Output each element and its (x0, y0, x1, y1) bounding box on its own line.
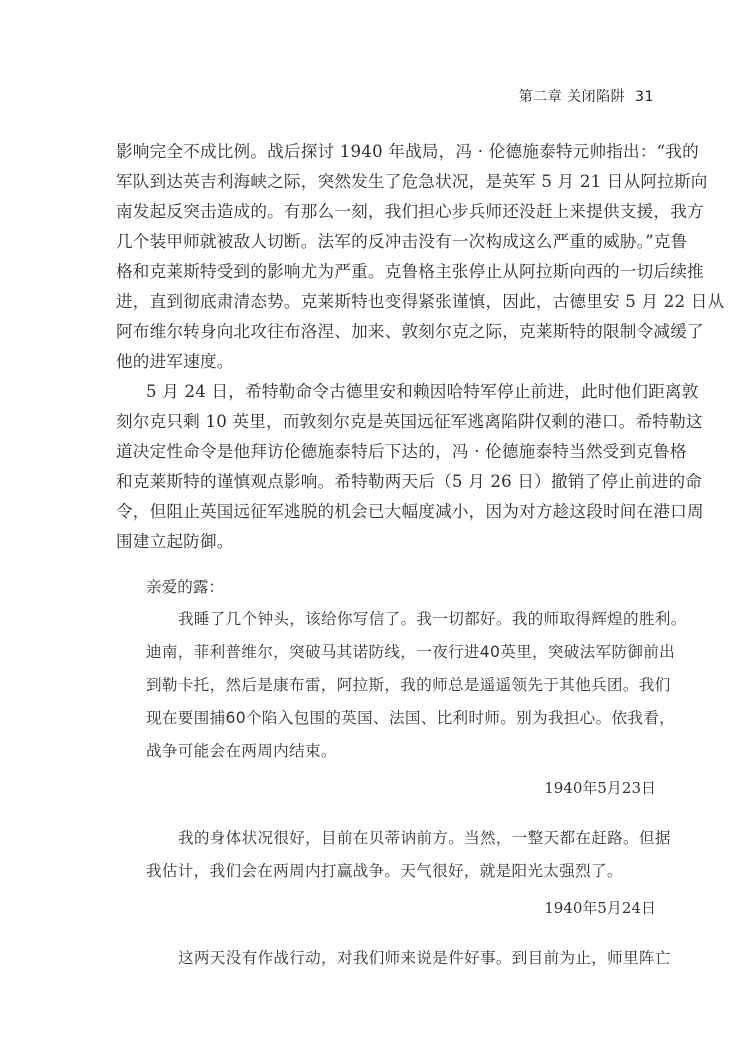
text-line: 几个装甲师就被敌人切断。法军的反冲击没有一次构成这么严重的威胁。”克鲁 (116, 232, 688, 251)
text-line: 他的进军速度。 (116, 352, 234, 371)
text-line: 5 月 24 日，希特勒命令古德里安和赖因哈特军停止前进，此时他们距离敦 (146, 382, 699, 401)
letter-line: 我睡了几个钟头，该给你写信了。我一切都好。我的师取得辉煌的胜利。 (178, 610, 687, 628)
text-line: 南发起反突击造成的。有那么一刻，我们担心步兵师还没赶上来提供支援，我方 (116, 202, 704, 221)
page-number: 31 (635, 89, 654, 105)
letter-salutation: 亲爱的露： (146, 578, 224, 596)
letter-line: 迪南，菲利普维尔，突破马其诺防线，一夜行进40英里，突破法军防御前出 (146, 643, 676, 661)
letter-line: 到勒卡托，然后是康布雷，阿拉斯，我的师总是遥遥领先于其他兵团。我们 (146, 676, 671, 694)
text-line: 刻尔克只剩 10 英里，而敦刻尔克是英国远征军逃离陷阱仅剩的港口。希特勒这 (116, 412, 703, 431)
letter-line: 我估计，我们会在两周内打赢战争。天气很好，就是阳光太强烈了。 (146, 862, 623, 880)
letter-line: 这两天没有作战行动，对我们师来说是件好事。到目前为止，师里阵亡 (178, 949, 671, 967)
text-line: 进，直到彻底肃清态势。克莱斯特也变得紧张谨慎，因此，古德里安 5 月 22 日从 (116, 292, 725, 311)
text-line: 和克莱斯特的谨慎观点影响。希特勒两天后（5 月 26 日）撤销了停止前进的命 (116, 472, 703, 491)
text-line: 道决定性命令是他拜访伦德施泰特后下达的，冯 · 伦德施泰特当然受到克鲁格 (116, 442, 687, 461)
letter-date: 1940年5月24日 (544, 899, 656, 917)
letter-line: 战争可能会在两周内结束。 (146, 742, 337, 760)
running-head (519, 86, 654, 106)
text-line: 军队到达英吉利海峡之际，突然发生了危急状况，是英军 5 月 21 日从阿拉斯向 (116, 172, 708, 191)
text-line: 令，但阻止英国远征军逃脱的机会已大幅度减小，因为对方趁这段时间在港口周 (116, 502, 704, 521)
text-line: 影响完全不成比例。战后探讨 1940 年战局，冯 · 伦德施泰特元帅指出：“我的 (116, 142, 699, 161)
text-line: 阿布维尔转身向北攻往布洛涅、加来、敦刻尔克之际，克莱斯特的限制令减缓了 (116, 322, 704, 341)
letter-line: 我的身体状况很好，目前在贝蒂讷前方。当然，一整天都在赶路。但据 (178, 829, 671, 847)
text-line: 格和克莱斯特受到的影响尤为严重。克鲁格主张停止从阿拉斯向西的一切后续推 (116, 262, 704, 281)
chapter-title: 第二章 关闭陷阱 (518, 89, 626, 105)
letter-date: 1940年5月23日 (544, 779, 656, 797)
text-line: 围建立起防御。 (116, 532, 234, 551)
letter-line: 现在要围捕60个陷入包围的英国、法国、比利时师。别为我担心。依我看， (146, 709, 676, 727)
